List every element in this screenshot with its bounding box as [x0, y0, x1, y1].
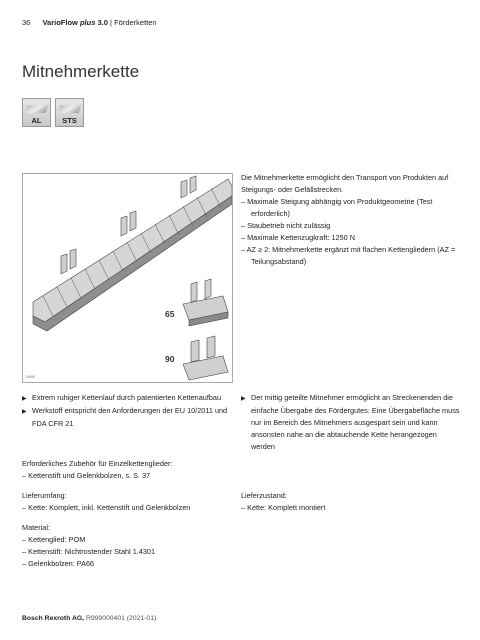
- product-name: VarioFlow: [42, 18, 78, 27]
- description-item: – Maximale Steigung abhängig von Produktgeometrie (Test erforderlich): [241, 197, 433, 218]
- aluminium-profile-icon: [22, 98, 51, 127]
- header-separator: |: [110, 18, 112, 27]
- chain-figure: [22, 173, 233, 383]
- page-footer: [22, 615, 156, 622]
- product-name-italic: plus: [79, 18, 96, 27]
- material-item: – Gelenkbolzen: PA66: [22, 559, 95, 568]
- figure-label-65: 65: [165, 309, 175, 319]
- accessories-heading: Erforderliches Zubehör für Einzelkettenglieder:: [22, 459, 173, 468]
- badge-label-sts: STS: [62, 116, 77, 125]
- figure-label-90: 90: [165, 354, 175, 364]
- delivery-state-block: [241, 490, 461, 514]
- accessories-block: [22, 458, 262, 482]
- conveyor-chain-illustration: [23, 174, 232, 382]
- figure-number: 14696: [25, 375, 35, 379]
- feature-item: [22, 392, 234, 405]
- feature-item: [22, 405, 234, 430]
- feature-text: Werkstoff entspricht den Anforderungen der EU 10/2011 und FDA CFR 21: [32, 406, 228, 428]
- delivery-state-item: – Kette: Komplett montiert: [241, 503, 326, 512]
- description-item: – AZ ≥ 2: Mitnehmerkette ergänzt mit flachen Kettengliedern (AZ = Teilungsabstand): [241, 245, 456, 266]
- accessories-item: – Kettenstift und Gelenkbolzen, s. S. 37: [22, 471, 151, 480]
- features-left: [22, 392, 234, 430]
- delivery-scope-item: – Kette: Komplett, inkl. Kettenstift und Gelenkbolzen: [22, 503, 191, 512]
- description-item: – Maximale Kettenzugkraft: 1250 N: [241, 233, 355, 242]
- badge-label-al: AL: [31, 116, 42, 125]
- stainless-steel-profile-icon: [55, 98, 84, 127]
- material-block: [22, 522, 262, 570]
- footer-document-number: R999000401 (2021-01): [85, 615, 157, 622]
- delivery-scope-heading: Lieferumfang:: [22, 491, 67, 500]
- features-right: [241, 392, 461, 453]
- delivery-scope-block: [22, 490, 234, 514]
- footer-company: Bosch Rexroth AG,: [22, 615, 85, 622]
- bullet-arrow-icon: ▶: [241, 396, 246, 402]
- feature-text: Extrem ruhiger Kettenlauf durch patentierten Kettenaufbau: [32, 393, 222, 402]
- page-number: 36: [22, 18, 31, 27]
- section-name: Förderketten: [114, 18, 157, 27]
- bullet-arrow-icon: ▶: [22, 409, 27, 415]
- feature-text: Der mittig geteilte Mitnehmer ermöglicht an Streckenenden die einfache Übergabe des Fördergutes: Eine Übergabefläche muss nur im Bereich des Mitnehmers ausgespart sein und kann ansonsten nahe an die abtauchende Kette herangezogen werden: [251, 393, 460, 451]
- delivery-state-heading: Lieferzustand:: [241, 491, 287, 500]
- feature-item: [241, 392, 461, 453]
- material-heading: Material:: [22, 523, 50, 532]
- description-intro: Die Mitnehmerkette ermöglicht den Transport von Produkten auf Steigungs- oder Gefällstrecken.: [241, 173, 449, 194]
- description-block: [241, 172, 459, 268]
- page-title: Mitnehmerkette: [22, 62, 140, 81]
- material-item: – Kettenstift: Nichtrostender Stahl 1.4301: [22, 547, 156, 556]
- description-item: – Staubetrieb nicht zulässig: [241, 221, 331, 230]
- page-header: [22, 18, 157, 27]
- product-version: 3.0: [97, 18, 108, 27]
- bullet-arrow-icon: ▶: [22, 396, 27, 402]
- material-item: – Kettenglied: POM: [22, 535, 86, 544]
